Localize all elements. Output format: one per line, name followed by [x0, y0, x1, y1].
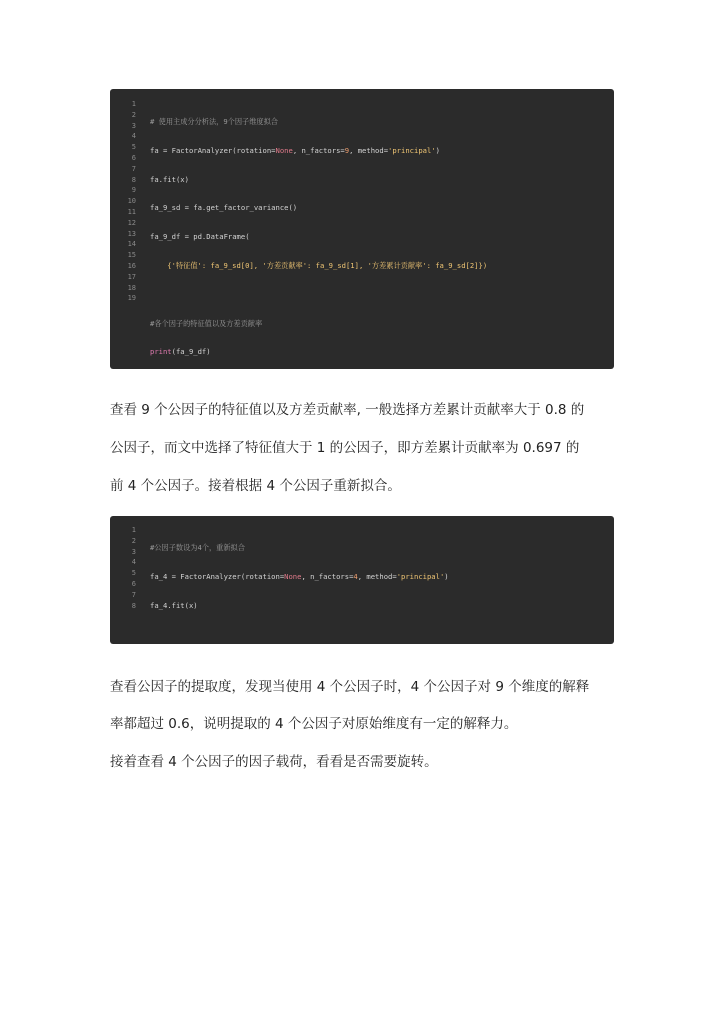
code-token: , n_factors=: [301, 571, 354, 581]
code-line: [150, 629, 449, 640]
paragraph-line: 公因子，而文中选择了特征值大于 1 的公因子，即方差累计贡献率为 0.697 的: [110, 440, 580, 456]
line-number: 1: [131, 100, 136, 108]
code-comment: # 使用主成分分析法，9个因子维度拟合: [150, 117, 278, 126]
code-line: fa.fit(x): [150, 174, 189, 184]
code-text: [150, 525, 449, 644]
paragraph-line: 前 4 个公因子。接着根据 4 个公因子重新拟合。: [110, 478, 401, 494]
line-number: 10: [127, 197, 136, 206]
code-block-factor-analysis-4: [110, 516, 614, 644]
code-token: , n_factors=: [292, 145, 345, 155]
line-number: 9: [131, 186, 136, 195]
paragraph-line: 查看 9 个公因子的特征值以及方差贡献率, 一般选择方差累计贡献率大于 0.8 的: [110, 402, 585, 418]
code-line: fa_4.fit(x): [150, 600, 198, 610]
code-line: [150, 347, 487, 358]
code-function: print: [150, 347, 172, 357]
code-number: 4: [353, 571, 358, 581]
code-token: fa = FactorAnalyzer(rotation=: [150, 145, 276, 155]
code-token: ): [435, 145, 440, 155]
code-token: fa_4 = FactorAnalyzer(rotation=: [150, 571, 285, 581]
code-line: [150, 572, 449, 583]
code-comment: #公因子数设为4个，重新拟合: [150, 543, 245, 552]
line-number: 4: [131, 558, 136, 567]
code-token: (fa_9_df): [171, 347, 211, 357]
line-number: 8: [131, 601, 136, 610]
code-token: , method=: [349, 145, 389, 155]
code-line: [150, 146, 487, 157]
line-number: 5: [131, 569, 136, 578]
line-number: 5: [131, 143, 136, 152]
code-token: ): [444, 571, 449, 581]
code-block-factor-analysis-9: [110, 89, 614, 369]
line-number: 2: [131, 110, 136, 119]
code-string: 'principal': [388, 145, 436, 155]
line-number: 13: [127, 229, 136, 238]
line-number: 6: [131, 579, 136, 588]
line-number: 8: [131, 175, 136, 184]
code-number: 9: [344, 145, 350, 155]
line-number: 6: [131, 153, 136, 162]
line-number: 18: [127, 283, 136, 292]
code-string: 'principal': [396, 571, 445, 581]
line-number: 11: [127, 207, 136, 216]
line-number: 15: [127, 251, 136, 260]
code-line: fa_9_sd = fa.get_factor_variance(): [150, 203, 298, 213]
code-text: [150, 99, 487, 369]
line-number-gutter: [110, 99, 136, 304]
line-number: 19: [127, 294, 136, 303]
line-number: 16: [127, 261, 136, 270]
code-keyword: None: [284, 571, 302, 581]
line-number: 2: [131, 536, 136, 545]
line-number: 1: [131, 526, 136, 534]
paragraph-line: 接着查看 4 个公因子的因子载荷，看看是否需要旋转。: [110, 754, 438, 770]
line-number: 3: [131, 547, 136, 556]
code-keyword: None: [275, 145, 293, 155]
code-line: fa_9_df = pd.DataFrame(: [150, 232, 250, 242]
line-number: 12: [127, 218, 136, 227]
line-number: 14: [127, 240, 136, 249]
line-number: 4: [131, 132, 136, 141]
line-number: 3: [131, 121, 136, 130]
line-number: 7: [131, 590, 136, 599]
code-line: {'特征值': fa_9_sd[0], '方差贡献率': fa_9_sd[1], '方差累计贡献率': fa_9_sd[2]}): [150, 260, 488, 270]
paragraph-line: 率都超过 0.6，说明提取的 4 个公因子对原始维度有一定的解释力。: [110, 716, 518, 732]
code-line: [150, 290, 487, 301]
code-comment: #各个因子的特征值以及方差贡献率: [150, 318, 263, 328]
paragraph-line: 查看公因子的提取度，发现当使用 4 个公因子时，4 个公因子对 9 个维度的解释: [110, 679, 590, 695]
code-token: , method=: [357, 571, 397, 581]
line-number-gutter: [110, 525, 136, 611]
line-number: 7: [131, 164, 136, 173]
line-number: 17: [127, 272, 136, 281]
